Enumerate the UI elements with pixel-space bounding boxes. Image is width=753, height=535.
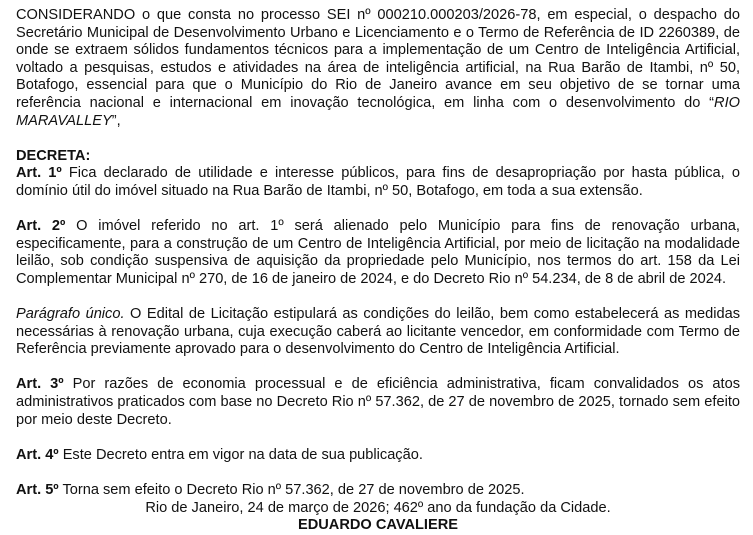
decree-document — [16, 7, 740, 535]
article-4-text: Este Decreto entra em vigor na data de sua publicação. — [62, 446, 423, 463]
article-5 — [16, 482, 740, 500]
paragrafo-unico — [16, 306, 740, 359]
article-4 — [16, 447, 740, 465]
article-2-label: Art. 2º — [16, 218, 66, 235]
article-3-label: Art. 3º — [16, 376, 64, 393]
preamble-paragraph — [16, 7, 740, 130]
article-3-text: Por razões de economia processual e de eficiência administrativa, ficam convalidados os atos administrativos praticados com base no Decreto Rio nº 57.362, de 27 de novembro de 2025, tornado sem efeito por meio deste Decreto. — [16, 376, 740, 428]
preamble-text: CONSIDERANDO o que consta no processo SEI nº 000210.000203/2026-78, em especial, o despacho do Secretário Municipal de Desenvolvimento Urbano e Licenciamento e o Termo de Referência de ID 2260389, de onde se extraem sólidos fundamentos técnicos para a implementação de um Centro de Inteligência Artificial, voltado a pesquisas, estudos e atividades na área de inteligência artificial, na Rua Barão de Itambi, nº 50, Botafogo, essencial para que o Município do Rio de Janeiro avance em seu objetivo de se tornar uma referência nacional e internacional em inovação tecnológica, em linha com o desenvolvimento do “ — [16, 7, 740, 111]
article-1-label: Art. 1º — [16, 165, 62, 182]
article-2-text: O imóvel referido no art. 1º será alienado pelo Município para fins de renovação urbana, especificamente, para a construção de um Centro de Inteligência Artificial, por meio de licitação na modalidade leilão, sob condição suspensiva de aquisição da propriedade pelo Município, nos termos do art. 158 da Lei Complementar Municipal nº 270, de 16 de janeiro de 2024, e do Decreto Rio nº 54.234, de 8 de abril de 2024. — [16, 218, 740, 287]
dateline: Rio de Janeiro, 24 de março de 2026; 462º ano da fundação da Cidade. — [145, 499, 611, 516]
preamble-italic-term: RIO MARAVALLEY — [16, 94, 740, 129]
article-1-text: Fica declarado de utilidade e interesse públicos, para fins de desapropriação por hasta pública, o domínio útil do imóvel situado na Rua Barão de Itambi, nº 50, Botafogo, em toda a sua extensão. — [16, 165, 740, 199]
article-5-text: Torna sem efeito o Decreto Rio nº 57.362, de 27 de novembro de 2025. — [62, 482, 525, 499]
article-1 — [16, 165, 740, 200]
decreta-heading: DECRETA: — [16, 147, 91, 164]
article-5-label: Art. 5º — [16, 482, 59, 499]
signature: EDUARDO CAVALIERE — [298, 517, 458, 534]
preamble-closing: ”, — [111, 112, 121, 129]
article-2 — [16, 218, 740, 288]
article-3 — [16, 376, 740, 429]
paragrafo-unico-label: Parágrafo único. — [16, 306, 125, 323]
article-4-label: Art. 4º — [16, 446, 59, 463]
paragrafo-unico-text: O Edital de Licitação estipulará as condições do leilão, bem como estabelecerá as medidas necessárias à renovação urbana, cuja execução caberá ao licitante vencedor, em conformidade com Termo de Referência previamente aprovado para o desenvolvimento do Centro de Inteligência Artificial. — [16, 306, 741, 358]
